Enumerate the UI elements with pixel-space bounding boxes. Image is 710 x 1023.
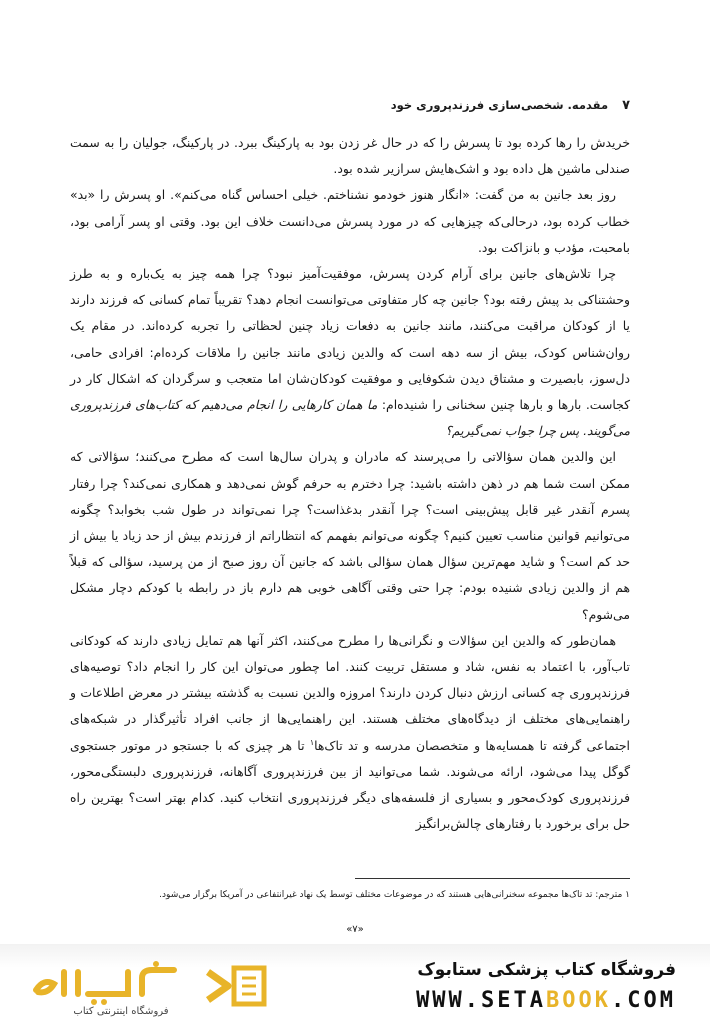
header-title: مقدمه. شخصی‌سازی فرزندپروری خود bbox=[390, 98, 609, 112]
page-number: «۷» bbox=[346, 924, 364, 935]
url-accent: BOOK bbox=[546, 988, 612, 1013]
footnote: ۱ مترجم: تد تاک‌ها مجموعه سخنرانی‌هایی هستند که در موضوعات مختلف توسط یک نهاد غیرانتفاعی در آمریکا برگزار می‌شود. bbox=[159, 890, 630, 900]
paragraph: خریدش را رها کرده بود تا پسرش را که در حال غر زدن بود به پارکینگ ببرد. در پارکینگ، جولیان را به سمت صندلی ماشین هل داده بود و اشک‌هایش سرازیر شده بود. bbox=[70, 135, 630, 177]
paragraph-text: همان‌طور که والدین این سؤالات و نگرانی‌ها را مطرح می‌کنند، اکثر آنها هم تمایل زیادی دارند که کودکانی تاب‌آور، با اعتماد به نفس، شاد و مستقل تربیت کنند. اما چطور می‌توان این کار را انجام داد؟ توصیه‌های فرزندپروری چه کسانی ارزش دنبال کردن دارند؟ امروزه والدین نسبت به گذشته بیشتر در معرض اطلاعات و راهنمایی‌های مختلف از دیدگاه‌های مختلف هستند. این راهنمایی‌ها از جانب افراد تأثیرگذار در شبکه‌های اجتماعی گرفته تا همسایه‌ها و متخصصان مدرسه و تد تاک‌ها bbox=[70, 632, 631, 753]
body-text bbox=[70, 130, 630, 837]
logo-subtitle: فروشگاه اینترنتی کتاب bbox=[73, 1006, 169, 1017]
footnote-divider bbox=[355, 878, 630, 879]
url-suffix: .COM bbox=[611, 988, 676, 1013]
paragraph: این والدین همان سؤالاتی را می‌پرسند که مادران و پدران سال‌ها است که مطرح می‌کنند؛ سؤالاتی که ممکن است شما هم در ذهن داشته باشید: چرا دخترم به حرفم گوش نمی‌دهد و همکاری نمی‌کند؟ چرا رفتار پسرم آنقدر غیر قابل پیش‌بینی است؟ چرا آنقدر بدغذاست؟ چرا نمی‌تواند در طول شب بخوابد؟ چگونه می‌توانیم قوانین مناسب تعیین کنیم؟ چگونه می‌توانم بفهمم که انتظاراتم از فرزندم بیش از حد زیاد یا بیش از حد کم است؟ و شاید مهم‌ترین سؤال همان سؤالی باشد که جانین آن روز صبح از من پرسید، سؤالی که قبلاً هم از والدین زیادی شنیده بودم: چرا حتی وقتی آگاهی خوبی هم دارم باز در رابطه با کودکم دچار مشکل می‌شوم؟ bbox=[70, 449, 630, 622]
footnote-marker: ۱ bbox=[309, 737, 315, 747]
store-banner bbox=[0, 944, 710, 1023]
paragraph-text: چرا تلاش‌های جانین برای آرام کردن پسرش، موفقیت‌آمیز نبود؟ چرا همه چیز به یک‌باره و به طرز وحشتناکی بد پیش رفته بود؟ جانین چه کار متفاوتی می‌توانست انجام دهد؟ تقریباً تمام کسانی که فرزند دارند یا از کودکان مراقبت می‌کنند، مانند جانین به دفعات زیاد چنین لحظاتی را تجربه کرده‌اند. در مقام یک روان‌شناس کودک، بیش از سه دهه است که والدین زیادی مانند جانین را ملاقات کرده‌ام: افرادی حامی، دل‌سوز، بابصیرت و مشتاق دیدن شکوفایی و موفقیت کودکان‌شان اما متعجب و سرگردان که اشکال کار در کجاست. بارها و بارها چنین سخنانی را شنیده‌ام: bbox=[70, 266, 630, 413]
setabook-wordmark-icon bbox=[28, 960, 188, 1006]
paragraph bbox=[70, 261, 630, 444]
setabook-logo bbox=[28, 960, 278, 1016]
url-prefix: WWW.SETA bbox=[416, 988, 547, 1013]
paragraph bbox=[70, 628, 630, 838]
book-chevron-icon bbox=[204, 964, 268, 1008]
paragraph-text: تا هر چیزی که با جستجو در موتور جستجوی گوگل پیدا می‌شود، ارائه می‌شوند. شما می‌توانید از بین فرزندپروری آگاهانه، فرزندپروری دلبستگی‌محور، فرزندپروری کودک‌محور و بسیاری از فلسفه‌های دیگر فرزندپروری انتخاب کنید. کدام بهتر است؟ بهترین راه حل برای برخورد با رفتارهای چالش‌برانگیز bbox=[70, 737, 630, 832]
paragraph: روز بعد جانین به من گفت: «انگار هنوز خودمو نشناختم. خیلی احساس گناه می‌کنم». او پسرش را «بد» خطاب کرده بود، درحالی‌که چیزهایی که در مورد پسرش می‌دانست خلاف این بود. وقتی او پسر آرامی بود، بامحبت، مؤدب و بانزاکت بود. bbox=[70, 187, 630, 255]
header-page-number: ۷ bbox=[622, 97, 630, 113]
italic-quote: ما همان کارهایی را انجام می‌دهیم که کتاب‌های فرزندپروری می‌گویند. پس چرا جواب نمی‌گیریم؟ bbox=[70, 397, 630, 439]
store-title: فروشگاه کتاب پزشکی ستابوک bbox=[417, 960, 676, 980]
store-url[interactable] bbox=[296, 988, 676, 1013]
running-header bbox=[70, 94, 630, 116]
